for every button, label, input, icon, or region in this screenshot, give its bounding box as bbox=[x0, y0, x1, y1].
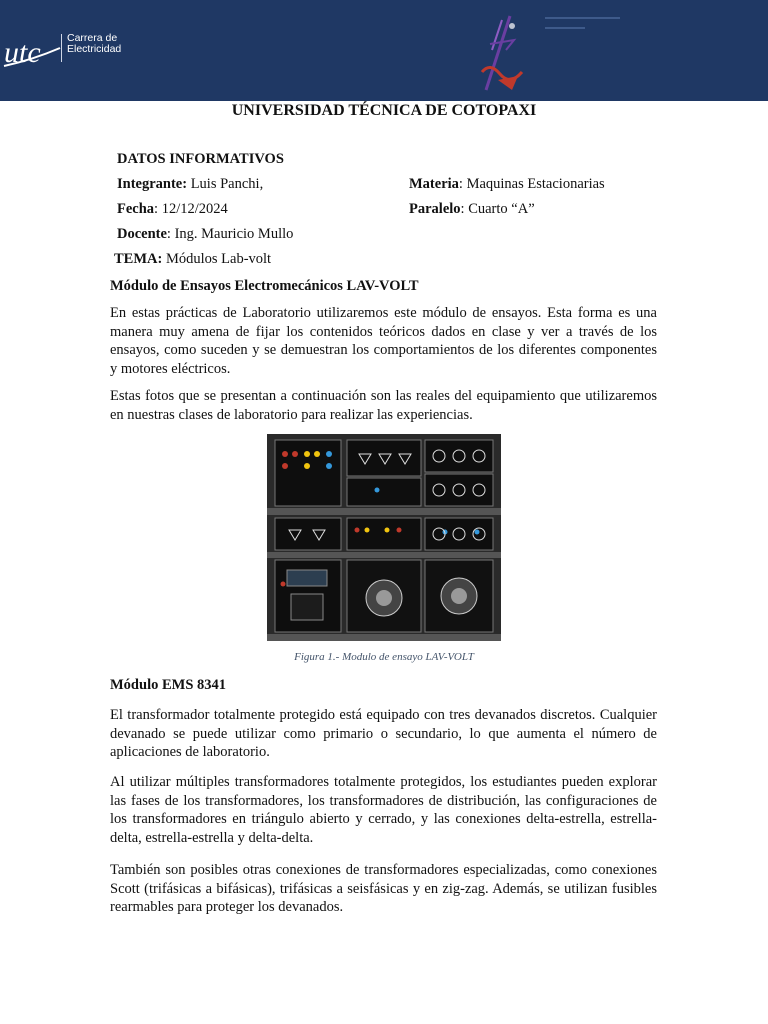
paragraph-intro: En estas prácticas de Laboratorio utilizaremos este módulo de ensayos. Esta forma es una manera muy amena de fijar los contenidos teóricos dados en clase y ver a través de los ensayos, como suceden y se demuestran los comportamientos de los diferentes componentes y motores eléctricos. bbox=[110, 305, 657, 378]
page-title: UNIVERSIDAD TÉCNICA DE COTOPAXI bbox=[231, 102, 537, 119]
header-banner bbox=[0, 0, 768, 101]
utc-logo-text: utc bbox=[4, 36, 41, 69]
docente-label: Docente bbox=[117, 226, 167, 242]
docente-value: : Ing. Mauricio Mullo bbox=[166, 226, 294, 242]
carrera-line-1: Carrera de bbox=[67, 32, 118, 44]
fecha-field bbox=[117, 200, 228, 218]
section-heading-lav-volt: Módulo de Ensayos Electromecánicos LAV-VOLT bbox=[110, 278, 419, 294]
figure-caption: Figura 1.- Modulo de ensayo LAV-VOLT bbox=[294, 651, 474, 663]
materia-label: Materia bbox=[409, 176, 459, 192]
logo-separator bbox=[61, 34, 62, 62]
tema-value: Módulos Lab-volt bbox=[162, 251, 272, 267]
tema-field bbox=[114, 250, 271, 268]
paragraph-transformador: El transformador totalmente protegido está equipado con tres devanados discretos. Cualquier devanado se puede utilizar como primario o secundario, lo que aumenta el número de aplicaciones de laboratorio. bbox=[110, 707, 657, 761]
datos-heading-text: DATOS INFORMATIVOS bbox=[117, 151, 284, 167]
docente-field bbox=[117, 225, 293, 243]
fecha-label: Fecha bbox=[117, 201, 155, 217]
faint-header-lines bbox=[545, 14, 625, 34]
paralelo-label: Paralelo bbox=[409, 201, 461, 217]
paragraph-conexiones: También son posibles otras conexiones de transformadores especializadas, como conexiones Scott (trifásicas a bifásicas), trifásicas a seisfásicas y en zig-zag. Además, se utilizan fusibles rearmables para proteger los devanados. bbox=[110, 862, 657, 916]
tema-label: TEMA: bbox=[114, 251, 163, 267]
lab-volt-module-image bbox=[267, 434, 501, 641]
section-heading-ems-8341: Módulo EMS 8341 bbox=[110, 677, 227, 693]
integrante-value: Luis Panchi, bbox=[187, 176, 264, 192]
faculty-emblem-icon bbox=[462, 10, 532, 96]
carrera-label bbox=[67, 33, 121, 55]
paralelo-field bbox=[409, 200, 535, 218]
materia-field bbox=[409, 175, 605, 193]
datos-heading bbox=[117, 150, 284, 168]
carrera-line-2: Electricidad bbox=[67, 43, 122, 55]
integrante-label: Integrante: bbox=[117, 176, 188, 192]
utc-logo bbox=[2, 30, 64, 72]
fecha-value: : 12/12/2024 bbox=[154, 201, 228, 217]
integrante-field bbox=[117, 175, 263, 193]
paragraph-fotos: Estas fotos que se presentan a continuación son las reales del equipamiento que utilizaremos en nuestras clases de laboratorio para realizar las experiencias. bbox=[110, 388, 657, 423]
paragraph-multiples: Al utilizar múltiples transformadores totalmente protegidos, los estudiantes pueden explorar las fases de los transformadores, los transformadores de distribución, las configuraciones de los transformadores en triángulo abierto y cerrado, y las conexiones delta-estrella, estrella-delta, estrella-estrella y delta-delta. bbox=[110, 774, 657, 847]
paralelo-value: : Cuarto “A” bbox=[460, 201, 535, 217]
materia-value: : Maquinas Estacionarias bbox=[458, 176, 605, 192]
